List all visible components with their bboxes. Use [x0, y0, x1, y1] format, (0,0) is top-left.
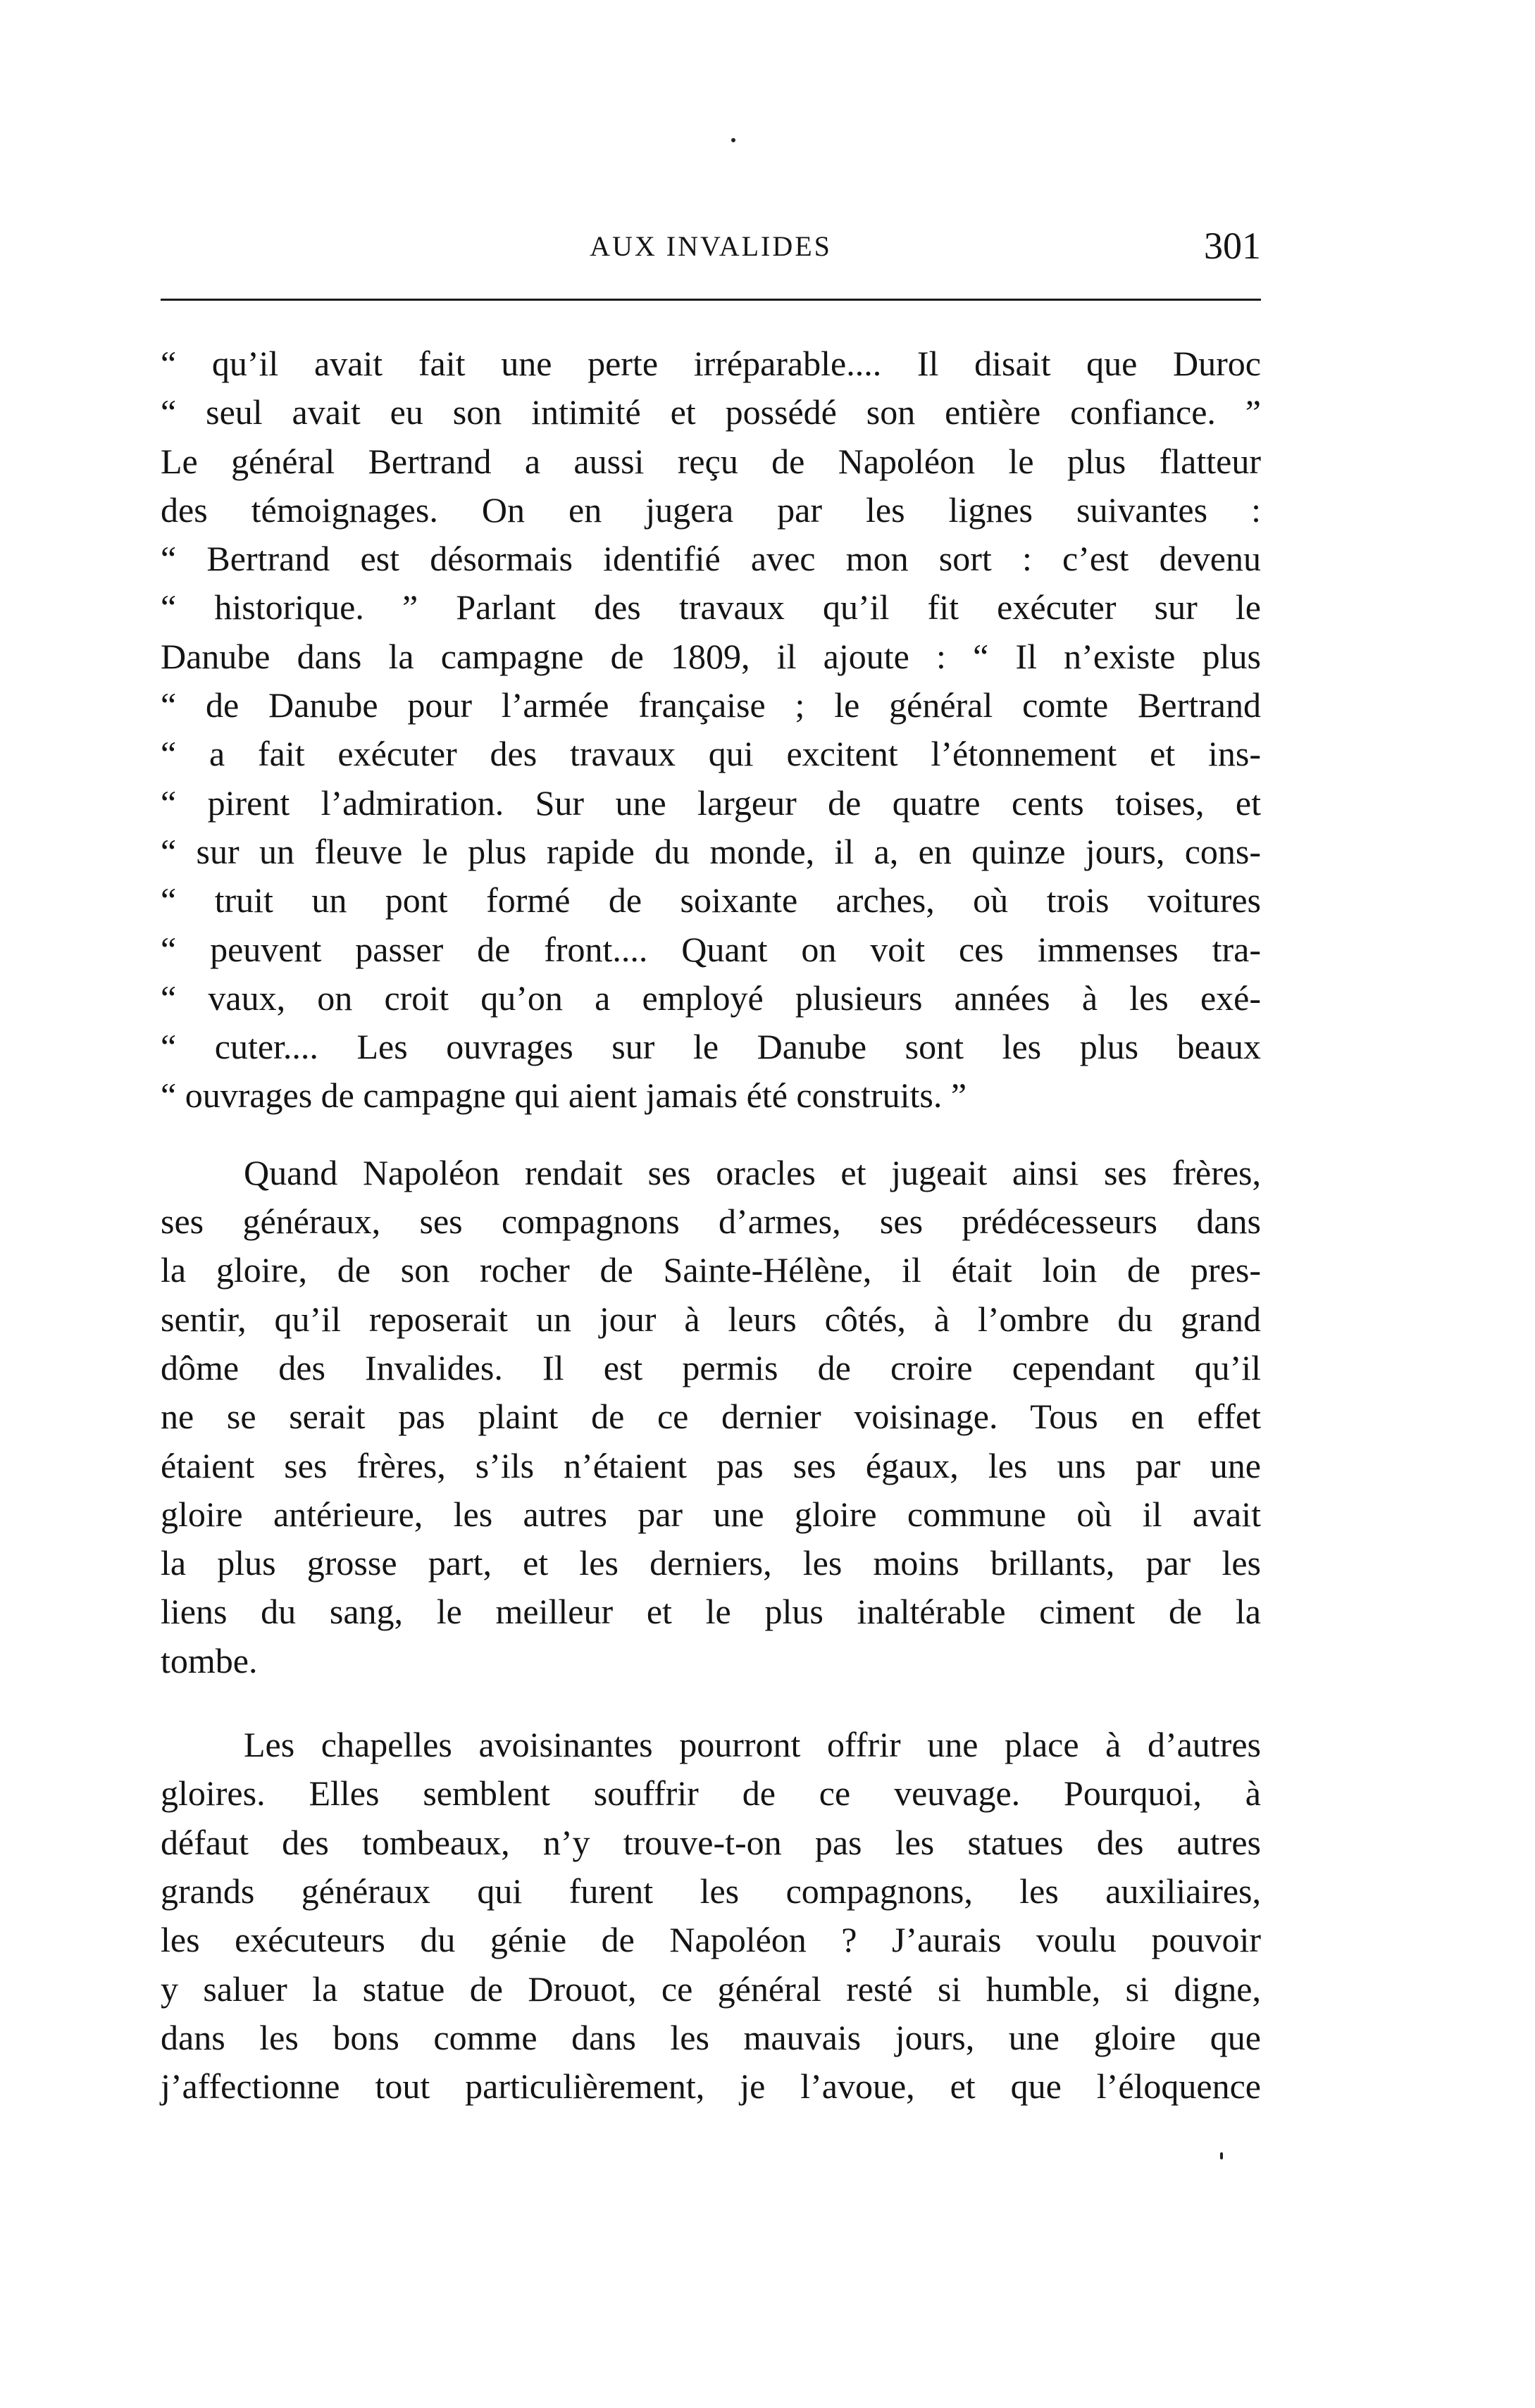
- text-line: Quand Napoléon rendait ses oracles et jugeait ainsi ses frères,: [244, 1152, 1261, 1192]
- text-line: grands généraux qui furent les compagnons, les auxiliaires,: [161, 1871, 1261, 1911]
- print-speck: [731, 138, 735, 142]
- page-number: 301: [1204, 225, 1261, 267]
- text-line: y saluer la statue de Drouot, ce général resté si humble, si digne,: [161, 1969, 1261, 2009]
- text-line: défaut des tombeaux, n’y trouve-t-on pas les statues des autres: [161, 1822, 1261, 1862]
- text-line: gloire antérieure, les autres par une gloire commune où il avait: [161, 1494, 1261, 1534]
- text-line: tombe.: [161, 1640, 258, 1680]
- text-line: dans les bons comme dans les mauvais jours, une gloire que: [161, 2017, 1261, 2057]
- text-line: “ pirent l’admiration. Sur une largeur de quatre cents toises, et: [161, 782, 1261, 823]
- text-line: la plus grosse part, et les derniers, les moins brillants, par les: [161, 1543, 1261, 1583]
- running-title: AUX INVALIDES: [590, 230, 832, 262]
- text-line: j’affectionne tout particulièrement, je l’avoue, et que l’éloquence: [161, 2066, 1261, 2107]
- text-line: “ historique. ” Parlant des travaux qu’il fit exécuter sur le: [161, 587, 1261, 628]
- book-page: [161, 0, 1261, 2408]
- text-line: Le général Bertrand a aussi reçu de Napoléon le plus flatteur: [161, 441, 1261, 481]
- text-line: “ truit un pont formé de soixante arches, où trois voitures: [161, 880, 1261, 921]
- print-speck: [1220, 2152, 1223, 2159]
- text-line: liens du sang, le meilleur et le plus inaltérable ciment de la: [161, 1592, 1261, 1632]
- header-rule: [161, 299, 1261, 301]
- text-line: les exécuteurs du génie de Napoléon ? J’aurais voulu pouvoir: [161, 1920, 1261, 1960]
- text-line: “ ouvrages de campagne qui aient jamais été construits. ”: [161, 1075, 967, 1116]
- text-line: ses généraux, ses compagnons d’armes, ses prédécesseurs dans: [161, 1202, 1261, 1242]
- text-line: “ Bertrand est désormais identifié avec mon sort : c’est devenu: [161, 539, 1261, 579]
- text-line: “ sur un fleuve le plus rapide du monde, il a, en quinze jours, cons-: [161, 831, 1261, 871]
- text-line: sentir, qu’il reposerait un jour à leurs côtés, à l’ombre du grand: [161, 1299, 1261, 1339]
- text-line: la gloire, de son rocher de Sainte-Hélène, il était loin de pres-: [161, 1250, 1261, 1290]
- text-line: “ de Danube pour l’armée française ; le général comte Bertrand: [161, 685, 1261, 725]
- text-line: ne se serait pas plaint de ce dernier voisinage. Tous en effet: [161, 1397, 1261, 1437]
- page-header: [161, 224, 1261, 280]
- text-line: “ a fait exécuter des travaux qui excitent l’étonnement et ins-: [161, 734, 1261, 774]
- paragraph: [161, 1149, 1261, 1685]
- text-line: Les chapelles avoisinantes pourront offrir une place à d’autres: [244, 1725, 1261, 1765]
- text-line: gloires. Elles semblent souffrir de ce veuvage. Pourquoi, à: [161, 1773, 1261, 1814]
- text-line: dôme des Invalides. Il est permis de croire cependant qu’il: [161, 1347, 1261, 1387]
- text-line: “ peuvent passer de front.... Quant on voit ces immenses tra-: [161, 929, 1261, 969]
- text-line: “ seul avait eu son intimité et possédé son entière confiance. ”: [161, 392, 1261, 432]
- text-line: des témoignages. On en jugera par les lignes suivantes :: [161, 489, 1261, 530]
- text-line: Danube dans la campagne de 1809, il ajoute : “ Il n’existe plus: [161, 636, 1261, 676]
- text-line: “ qu’il avait fait une perte irréparable.... Il disait que Duroc: [161, 344, 1261, 383]
- body-text: [161, 339, 1261, 2111]
- text-line: “ cuter.... Les ouvrages sur le Danube sont les plus beaux: [161, 1027, 1261, 1067]
- text-line: “ vaux, on croit qu’on a employé plusieurs années à les exé-: [161, 978, 1261, 1018]
- paragraph: [161, 1721, 1261, 2111]
- quotation-paragraph: [161, 339, 1261, 1121]
- text-line: étaient ses frères, s’ils n’étaient pas ses égaux, les uns par une: [161, 1445, 1261, 1485]
